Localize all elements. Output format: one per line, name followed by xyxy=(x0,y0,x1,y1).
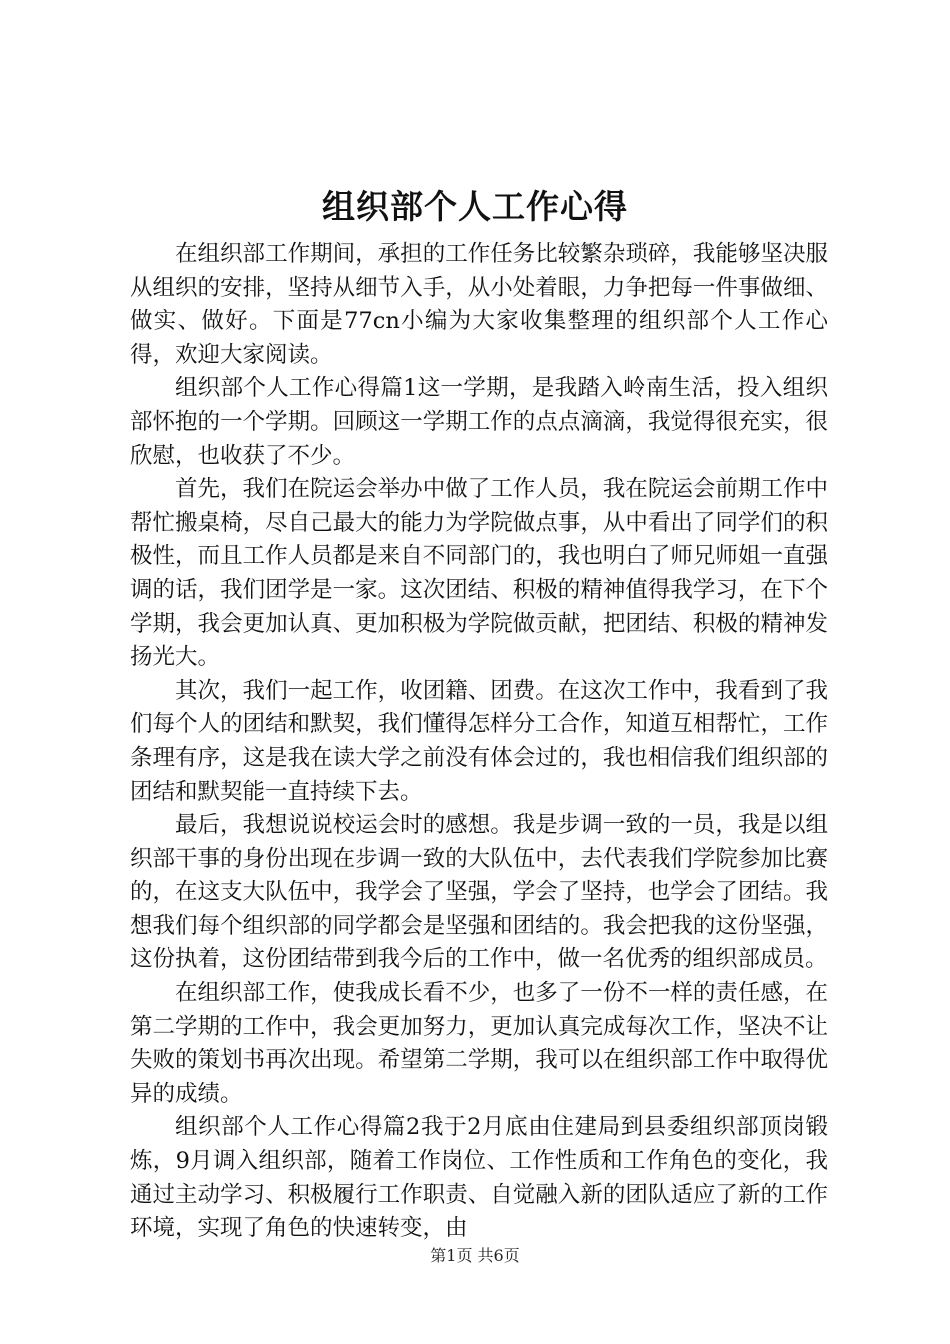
page-number-footer: 第1页 共6页 xyxy=(430,1246,520,1265)
paragraph-part2-intro: 组织部个人工作心得篇2我于2月底由住建局到县委组织部顶岗锻炼，9月调入组织部，随着工作岗位、工作性质和工作角色的变化，我通过主动学习、积极履行工作职责、自觉融入新的团队适应了新的工作环境，实现了角色的快速转变，由 xyxy=(130,1114,828,1242)
document-title: 组织部个人工作心得 xyxy=(322,187,628,226)
paragraph-first: 首先，我们在院运会举办中做了工作人员，我在院运会前期工作中帮忙搬桌椅，尽自己最大的能力为学院做点事，从中看出了同学们的积极性，而且工作人员都是来自不同部门的，我也明白了师兄师姐一直强调的话，我们团学是一家。这次团结、积极的精神值得我学习，在下个学期，我会更加认真、更加积极为学院做贡献，把团结、积极的精神发扬光大。 xyxy=(130,476,828,671)
paragraph-last: 最后，我想说说校运会时的感想。我是步调一致的一员，我是以组织部干事的身份出现在步调一致的大队伍中，去代表我们学院参加比赛的，在这支大队伍中，我学会了坚强，学会了坚持，也学会了团结。我想我们每个组织部的同学都会是坚强和团结的。我会把我的这份坚强，这份执着，这份团结带到我今后的工作中，做一名优秀的组织部成员。 xyxy=(130,812,828,973)
document-body xyxy=(130,238,828,1246)
paragraph-part1-intro: 组织部个人工作心得篇1这一学期，是我踏入岭南生活，投入组织部怀抱的一个学期。回顾这一学期工作的点点滴滴，我觉得很充实，很欣慰，也收获了不少。 xyxy=(130,375,828,469)
paragraph-intro: 在组织部工作期间，承担的工作任务比较繁杂琐碎，我能够坚决服从组织的安排，坚持从细节入手，从小处着眼，力争把每一件事做细、做实、做好。下面是77cn小编为大家收集整理的组织部个人工作心得，欢迎大家阅读。 xyxy=(130,241,828,368)
paragraph-conclusion: 在组织部工作，使我成长看不少，也多了一份不一样的责任感，在第二学期的工作中，我会更加努力，更加认真完成每次工作，坚决不让失败的策划书再次出现。希望第二学期，我可以在组织部工作中取得优异的成绩。 xyxy=(130,980,828,1107)
paragraph-second: 其次，我们一起工作，收团籍、团费。在这次工作中，我看到了我们每个人的团结和默契，我们懂得怎样分工合作，知道互相帮忙，工作条理有序，这是我在读大学之前没有体会过的，我也相信我们组织部的团结和默契能一直持续下去。 xyxy=(130,677,828,805)
